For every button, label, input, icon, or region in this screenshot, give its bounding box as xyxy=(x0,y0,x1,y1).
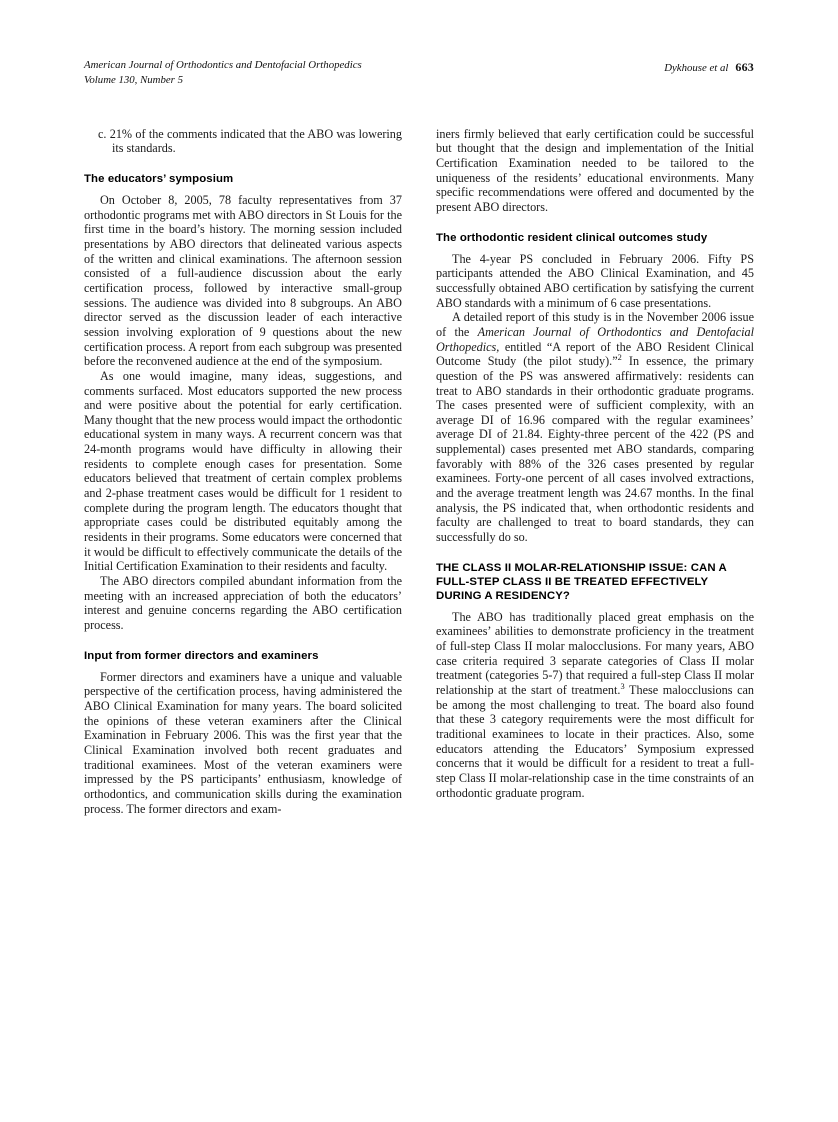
paragraph-with-citation xyxy=(436,310,754,545)
two-column-body xyxy=(84,127,754,817)
left-column xyxy=(84,127,402,817)
paragraph-with-citation xyxy=(436,610,754,801)
paragraph: As one would imagine, many ideas, suggestions, and comments surfaced. Most educators supported the new process and were positive about the potential for early certification. Many thought that the new process would impact the orthodontic educational system in many ways. A recurrent concern was that 24-month programs would have difficulty in allowing their residents to complete enough cases for presentation. Some educators believed that treatment of certain complex problems and 2-phase treatment cases would be difficult for 1 resident to complete during the program length. The educators thought that appropriate cases could be distributed equitably among the residents in their programs. Some educators were concerned that it would be difficult to effectively communicate the details of the Initial Certification Examination to their residents and faculty. xyxy=(84,368,402,574)
running-head xyxy=(84,58,754,89)
paragraph-continued: iners firmly believed that early certification could be successful but thought that the design and implementation of the Initial Certification Examination needed to be tailored to the uniqueness of the residents’ educational environments. Many specific recommendations were offered and documented by the present ABO directors. xyxy=(436,126,754,214)
journal-title: American Journal of Orthodontics and Dentofacial Orthopedics xyxy=(84,59,362,71)
section-heading-educators-symposium: The educators’ symposium xyxy=(84,172,234,185)
paragraph-text-c: In essence, the primary question of the PS was answered affirmatively: residents can treat to ABO standards in their orthodontic graduate programs. The cases presented were of sufficient complexity, with an average DI of 16.96 compared with the regular examinees’ average DI of 21.84. Eighty-three percent of the 422 (PS and supplemental) cases presented met ABO standards, comparing favorably with 88% of the 326 cases presented by regular examinees. Forty-one percent of all cases involved extractions, and the average treatment length was 24.67 months. In the final analysis, the PS indicated that, when orthodontic residents and faculty are challenged to treat to board standards, they can successfully do so. xyxy=(436,354,755,545)
journal-volume-issue: Volume 130, Number 5 xyxy=(84,74,183,87)
right-column xyxy=(436,127,754,801)
paragraph: Former directors and examiners have a unique and valuable perspective of the certification process, having administered the ABO Clinical Examination for many years. The board solicited the opinions of these veteran examiners after the Clinical Examination in February 2006. This was the first year that the Clinical Examination involved both recent graduates and traditional examinees. Most of the veteran examiners were impressed by the PS participants’ enthusiasm, knowledge of orthodontics, and communication skills during the examination process. The former directors and exam- xyxy=(84,669,402,816)
page-number: 663 xyxy=(735,60,754,74)
section-heading-outcomes-study: The orthodontic resident clinical outcomes study xyxy=(436,231,708,244)
section-heading-input-former-directors: Input from former directors and examiners xyxy=(84,649,319,662)
paragraph: The 4-year PS concluded in February 2006. Fifty PS participants attended the ABO Clinical Examination, and 45 successfully obtained ABO certification by satisfying the current ABO standards with a minimum of 6 case presentations. xyxy=(436,251,754,310)
paragraph-text-b: These malocclusions can be among the most challenging to treat. The board also found that these 3 category requirements were the most difficult for traditional examinees to locate in their practices. Also, some educators attending the Educators’ Symposium expressed concerns that it would be difficult for a resident to treat a full-step Class II molar-relationship case in the time constraints of an orthodontic graduate program. xyxy=(436,683,754,800)
paragraph-text-a: A detailed report of this study is in the November 2006 issue of the xyxy=(436,310,754,339)
running-head-journal xyxy=(84,58,362,89)
author-citation: Dykhouse et al xyxy=(664,62,729,74)
list-item: c. 21% of the comments indicated that the ABO was lowering its standards. xyxy=(98,126,402,156)
running-head-authors xyxy=(664,58,754,76)
section-heading-class-ii-issue: THE CLASS II MOLAR-RELATIONSHIP ISSUE: CAN A FULL-STEP CLASS II BE TREATED EFFECTIVELY DURING A RESIDENCY? xyxy=(436,561,727,602)
paragraph-text-a: The ABO has traditionally placed great emphasis on the examinees’ abilities to demonstrate proficiency in the treatment of full-step Class II molar malocclusions. For many years, ABO case criteria required 3 separate categories of Class II molar treatment (categories 5-7) that required a full-step Class II molar relationship at the start of treatment. xyxy=(436,609,754,697)
reference-marker: 3 xyxy=(620,681,625,691)
paragraph-text-b: entitled “A report of the ABO Resident Clinical Outcome Study (the pilot study).” xyxy=(436,339,754,369)
paragraph: The ABO directors compiled abundant information from the meeting with an increased appreciation of both the educators’ interest and genuine concerns regarding the ABO certification process. xyxy=(84,574,402,632)
journal-name-italic: American Journal of Orthodontics and Dentofacial Orthopedics, xyxy=(436,324,754,354)
reference-marker: 2 xyxy=(617,353,622,363)
paragraph: On October 8, 2005, 78 faculty representatives from 37 orthodontic programs met with ABO directors in St Louis for the first time in the board’s history. The morning session included presentations by ABO directors that delineated various aspects of the written and clinical examinations. The afternoon session consisted of a full-audience discussion about the early certification process, followed by interactive small-group sessions. The audience was divided into 8 subgroups. An ABO director served as the discussion leader of each interactive session involving exploration of 9 questions about the new certification process. A report from each subgroup was presented before the reconvened audience at the end of the symposium. xyxy=(84,192,402,369)
